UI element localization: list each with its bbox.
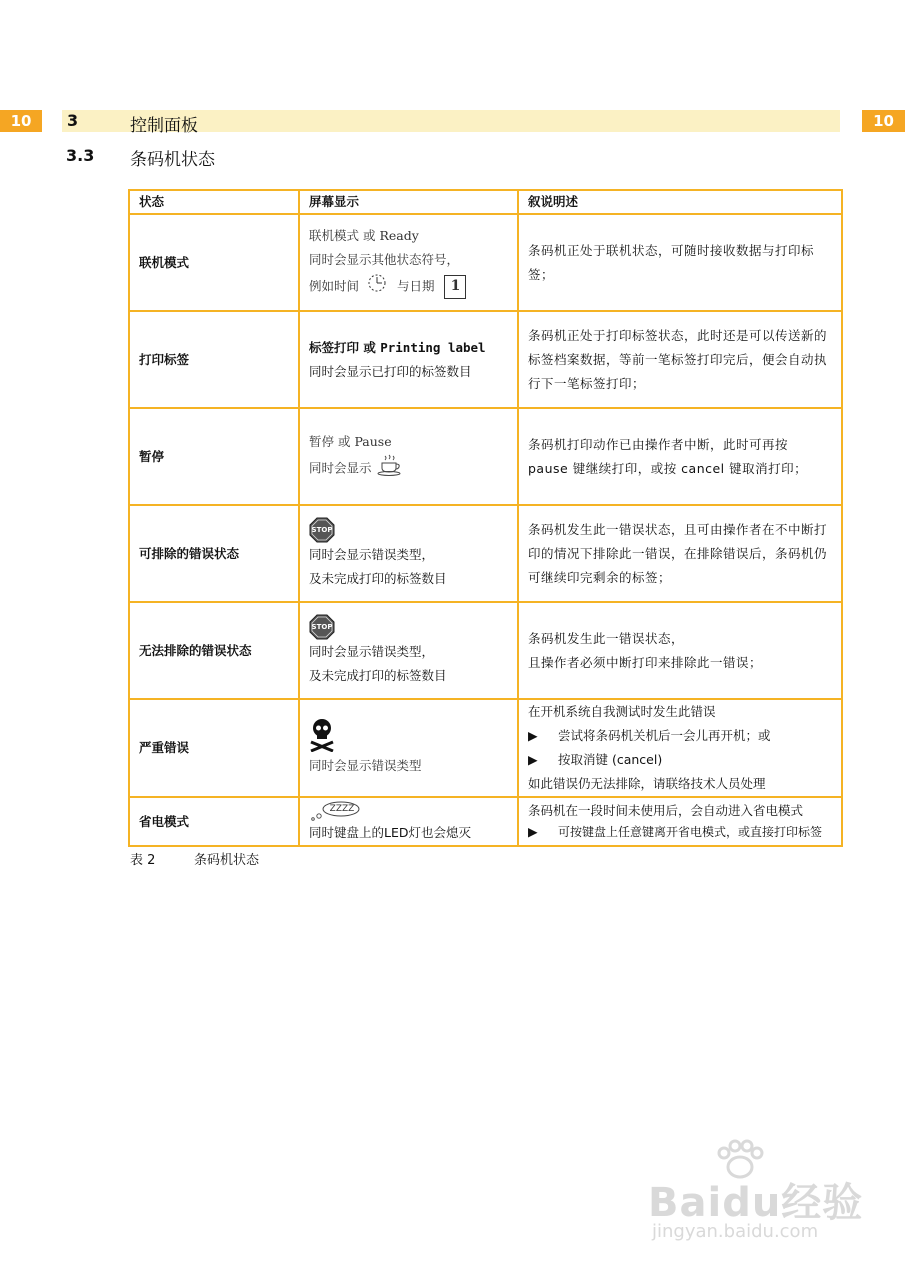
display-text: 标签打印 或: [309, 339, 381, 355]
description-cell: 条码机正处于打印标签状态，此时还是可以传送新的标签档案数据，等前一笔标签打印完后，便会自动执行下一笔标签打印；: [518, 311, 842, 408]
chapter-header: [62, 110, 840, 136]
calendar-icon: [444, 275, 466, 299]
display-line: [309, 718, 508, 754]
state-cell: 严重错误: [129, 699, 299, 797]
description-cell: 条码机发生此一错误状态，且可由操作者在不中断打印的情况下排除此一错误，在排除错误后，条码机仍可继续印完剩余的标签；: [518, 505, 842, 602]
bullet-text: 尝试将条码机关机后一会儿再开机；或: [558, 728, 771, 743]
display-line: 同时会显示已打印的标签数目: [309, 363, 472, 379]
display-cell: [299, 214, 518, 311]
description-line: 且操作者必须中断打印来排除此一错误；: [528, 654, 763, 670]
chapter-title: 控制面板: [130, 116, 198, 136]
display-line: 及未完成打印的标签数目: [309, 570, 447, 586]
display-line: 同时会显示其他状态符号，: [309, 251, 460, 267]
display-line: 同时会显示错误类型，: [309, 643, 435, 659]
table-header-row: [129, 190, 842, 214]
description-line: 在开机系统自我测试时发生此错误: [528, 704, 716, 719]
description-cell: 条码机正处于联机状态，可随时接收数据与打印标签；: [518, 214, 842, 311]
description-line: 条码机发生此一错误状态，: [528, 630, 685, 646]
section-number: 3.3: [66, 146, 95, 165]
bullet-arrow: ▶: [528, 752, 538, 767]
stop-sign-label: STOP: [311, 525, 333, 534]
table-caption: [130, 849, 259, 868]
bullet-arrow: ▶: [528, 728, 538, 743]
header-display: 屏幕显示: [299, 190, 518, 214]
display-line: 同时键盘上的LED灯也会熄灭: [309, 824, 471, 840]
bullet-arrow: ▶: [528, 824, 538, 839]
display-line: 联机模式 或 Ready: [309, 227, 419, 243]
stop-sign-icon: [309, 517, 335, 543]
header-state: 状态: [129, 190, 299, 214]
display-text-mono: Printing label: [380, 339, 486, 355]
watermark: [640, 1145, 870, 1245]
bullet-text: 可按键盘上任意键离开省电模式，或直接打印标签: [558, 825, 823, 839]
section-title: 条码机状态: [130, 150, 215, 170]
table-row: [129, 699, 842, 797]
display-line: 同时会显示错误类型: [309, 758, 422, 773]
display-line: [309, 272, 508, 302]
page-number-left: 10: [0, 110, 42, 132]
display-line: 及未完成打印的标签数目: [309, 667, 447, 683]
display-cell: [299, 505, 518, 602]
display-line: [309, 517, 508, 543]
description-cell: [518, 797, 842, 846]
display-line: [309, 614, 508, 640]
stop-sign-icon: [309, 614, 335, 640]
description-bullet: [528, 724, 832, 748]
table-row: [129, 602, 842, 699]
description-line: 如此错误仍无法排除，请联络技术人员处理: [528, 776, 766, 791]
display-line: [309, 454, 508, 484]
watermark-logo: Baidu经验: [648, 1180, 864, 1226]
coffee-cup-icon: [376, 454, 404, 484]
description-cell: [518, 602, 842, 699]
status-table: [128, 189, 843, 847]
stop-sign-label: STOP: [311, 622, 333, 631]
state-cell: 暂停: [129, 408, 299, 505]
state-cell: 省电模式: [129, 797, 299, 846]
display-line: [309, 336, 508, 360]
table-row: [129, 311, 842, 408]
display-cell: [299, 408, 518, 505]
description-bullet: [528, 821, 832, 843]
table-row: [129, 408, 842, 505]
header-description: 叙说明述: [518, 190, 842, 214]
description-cell: 条码机打印动作已由操作者中断，此时可再按 pause 键继续打印，或按 cancel 键取消打印；: [518, 408, 842, 505]
sleep-bubble-icon: [309, 801, 361, 821]
display-text: 同时会显示: [309, 460, 372, 475]
display-text: 例如时间: [309, 278, 360, 293]
display-cell: [299, 311, 518, 408]
sleep-bubble-text: ZZZZ: [329, 804, 355, 814]
state-cell: 打印标签: [129, 311, 299, 408]
calendar-digit: 1: [450, 277, 461, 294]
display-cell: [299, 699, 518, 797]
description-line: 条码机在一段时间未使用后，会自动进入省电模式: [528, 803, 804, 818]
table-row: [129, 797, 842, 846]
state-cell: 联机模式: [129, 214, 299, 311]
state-cell: 无法排除的错误状态: [129, 602, 299, 699]
description-bullet: [528, 748, 832, 772]
display-cell: [299, 797, 518, 846]
caption-text: 条码机状态: [194, 853, 260, 868]
display-cell: [299, 602, 518, 699]
page-number-right: 10: [862, 110, 905, 132]
description-cell: [518, 699, 842, 797]
bullet-text: 按取消键 (cancel): [558, 752, 663, 767]
display-text: 与日期: [396, 278, 435, 293]
watermark-url: jingyan.baidu.com: [652, 1221, 819, 1242]
display-line: 同时会显示错误类型，: [309, 546, 435, 562]
state-cell: 可排除的错误状态: [129, 505, 299, 602]
caption-label: 表 2: [130, 853, 156, 868]
table-row: [129, 505, 842, 602]
chapter-number: 3: [67, 111, 79, 130]
clock-icon: [363, 272, 393, 302]
display-line: [309, 801, 508, 823]
table-row: [129, 214, 842, 311]
display-line: 暂停 或 Pause: [309, 433, 392, 449]
